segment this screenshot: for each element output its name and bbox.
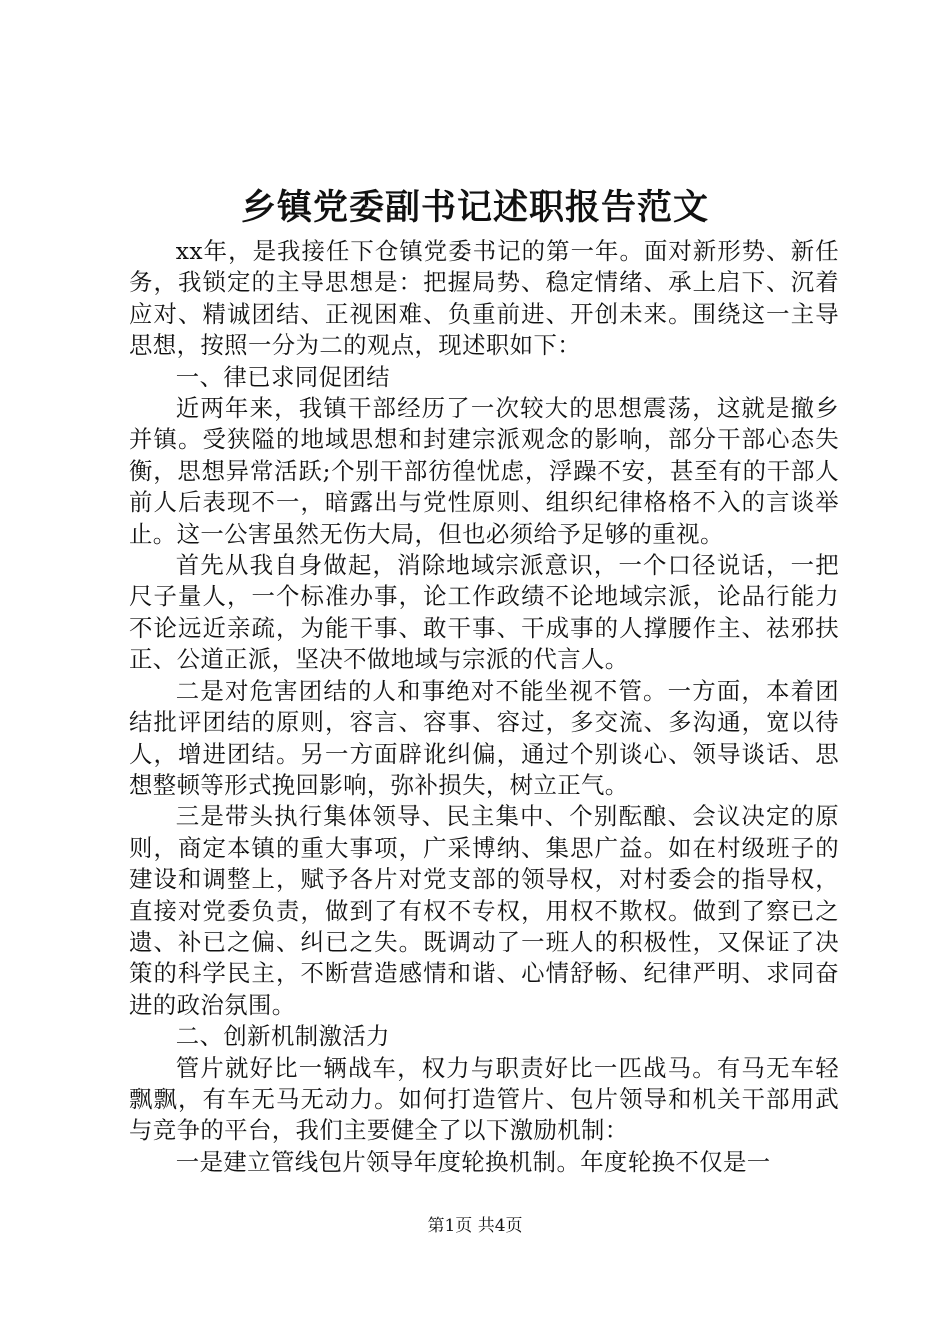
paragraph: 管片就好比一辆战车，权力与职责好比一匹战马。有马无车轻飘飘，有车无马无动力。如何打造管片、包片领导和机关干部用武与竞争的平台，我们主要健全了以下激励机制： (129, 1053, 839, 1145)
page-number-footer: 第1页 共4页 (427, 1216, 523, 1236)
document-body (129, 236, 839, 1178)
paragraph: 三是带头执行集体领导、民主集中、个别酝酿、会议决定的原则，商定本镇的重大事项，广采博纳、集思广益。如在村级班子的建设和调整上，赋予各片对党支部的领导权，对村委会的指导权，直接对党委负责，做到了有权不专权，用权不欺权。做到了察已之遗、补已之偏、纠已之失。既调动了一班人的积极性，又保证了决策的科学民主，不断营造感情和谐、心情舒畅、纪律严明、求同奋进的政治氛围。 (129, 802, 839, 1019)
document-title: 乡镇党委副书记述职报告范文 (240, 187, 709, 228)
paragraph: 首先从我自身做起，消除地域宗派意识，一个口径说话，一把尺子量人，一个标准办事，论工作政绩不论地域宗派，论品行能力不论远近亲疏，为能干事、敢干事、干成事的人撑腰作主、祛邪扶正、公道正派，坚决不做地域与宗派的代言人。 (129, 551, 839, 674)
section-heading: 二、创新机制激活力 (175, 1022, 390, 1051)
section-heading: 一、律已求同促团结 (175, 362, 390, 391)
paragraph: 近两年来，我镇干部经历了一次较大的思想震荡，这就是撤乡并镇。受狭隘的地域思想和封建宗派观念的影响，部分干部心态失衡，思想异常活跃;个别干部彷徨忧虑，浮躁不安，甚至有的干部人前人后表现不一，暗露出与党性原则、组织纪律格格不入的言谈举止。这一公害虽然无伤大局，但也必须给予足够的重视。 (129, 394, 839, 548)
paragraph: xx年，是我接任下仓镇党委书记的第一年。面对新形势、新任务，我锁定的主导思想是：把握局势、稳定情绪、承上启下、沉着应对、精诚团结、正视困难、负重前进、开创未来。围绕这一主导思想，按照一分为二的观点，现述职如下： (129, 237, 839, 360)
paragraph: 一是建立管线包片领导年度轮换机制。年度轮换不仅是一 (175, 1147, 771, 1176)
paragraph: 二是对危害团结的人和事绝对不能坐视不管。一方面，本着团结批评团结的原则，容言、容事、容过，多交流、多沟通，宽以待人，增进团结。另一方面辟讹纠偏，通过个别谈心、领导谈话、思想整顿等形式挽回影响，弥补损失，树立正气。 (129, 676, 839, 799)
